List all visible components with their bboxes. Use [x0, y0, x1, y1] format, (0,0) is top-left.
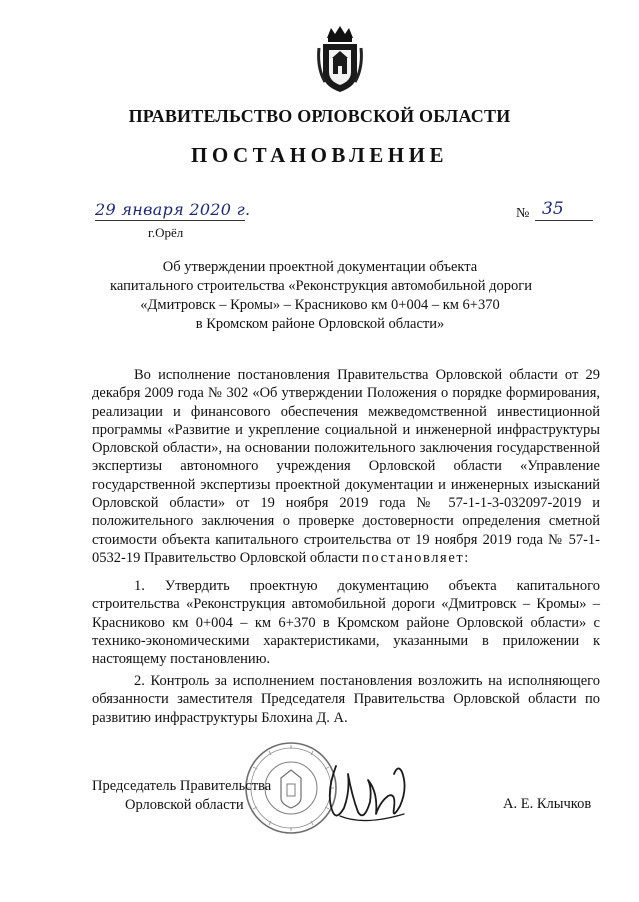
item-1-paragraph: 1. Утвердить проектную документацию объекта капитального строительства «Реконструкция автомобильной дороги «Дмитровск – Кромы» – Красниково км 0+004 – км 6+370 в Кромском районе Орловской области» с технико-экономическими характеристиками, указанными в приложении к настоящему постановлению. — [92, 578, 600, 668]
signatory-title-line: Орловской области — [125, 797, 244, 813]
number-underline — [535, 220, 593, 221]
item-2-paragraph: 2. Контроль за исполнением постановления возложить на исполняющего обязанности заместителя Председателя Правительства Орловской области по развитию инфраструктуры Блохина Д. А. — [92, 673, 600, 726]
signatory-title — [92, 777, 271, 815]
subject-line: капитального строительства «Реконструкция автомобильной дороги — [110, 278, 532, 294]
coat-of-arms-icon — [317, 24, 363, 94]
document-place: г.Орёл — [148, 225, 184, 240]
resolves-word: постановляет: — [362, 549, 470, 566]
handwritten-signature — [318, 752, 418, 832]
number-label: № — [516, 206, 530, 221]
document-subject — [110, 258, 530, 334]
preamble-text: Во исполнение постановления Правительства Орловской области от 29 декабря 2009 года № 302 «Об утверждении Положения о порядке формирования, реализации и финансового обеспечения межведомственной инвестиционной программы «Развитие и укрепление социальной и инженерной инфраструктуры Орловской области», на основании положительного заключения государственной экспертизы автономного учреждения Орловской области «Управление государственной экспертизы проектной документации и инженерных изысканий Орловской области» от 19 ноября 2019 года № 57-1-1-3-032097-2019 и положительного заключения о проверке достоверности определения сметной стоимости объекта капитального строительства от 19 ноября 2019 года № 57-1-0532-19 Правительство Орловской области — [92, 367, 600, 566]
subject-line: «Дмитровск – Кромы» – Красниково км 0+004 – км 6+370 — [140, 297, 500, 313]
signatory-title-line: Председатель Правительства — [92, 778, 272, 794]
preamble-paragraph — [92, 366, 600, 567]
document-number: 35 — [542, 199, 564, 219]
organization-title: ПРАВИТЕЛЬСТВО ОРЛОВСКОЙ ОБЛАСТИ — [128, 106, 511, 126]
subject-line: Об утверждении проектной документации объекта — [162, 259, 478, 275]
subject-line: в Кромском районе Орловской области» — [195, 316, 445, 332]
date-underline — [95, 220, 245, 221]
document-type-title: ПОСТАНОВЛЕНИЕ — [191, 143, 448, 167]
document-date: 29 января 2020 г. — [95, 200, 251, 219]
signatory-name: А. Е. Клычков — [503, 796, 592, 812]
